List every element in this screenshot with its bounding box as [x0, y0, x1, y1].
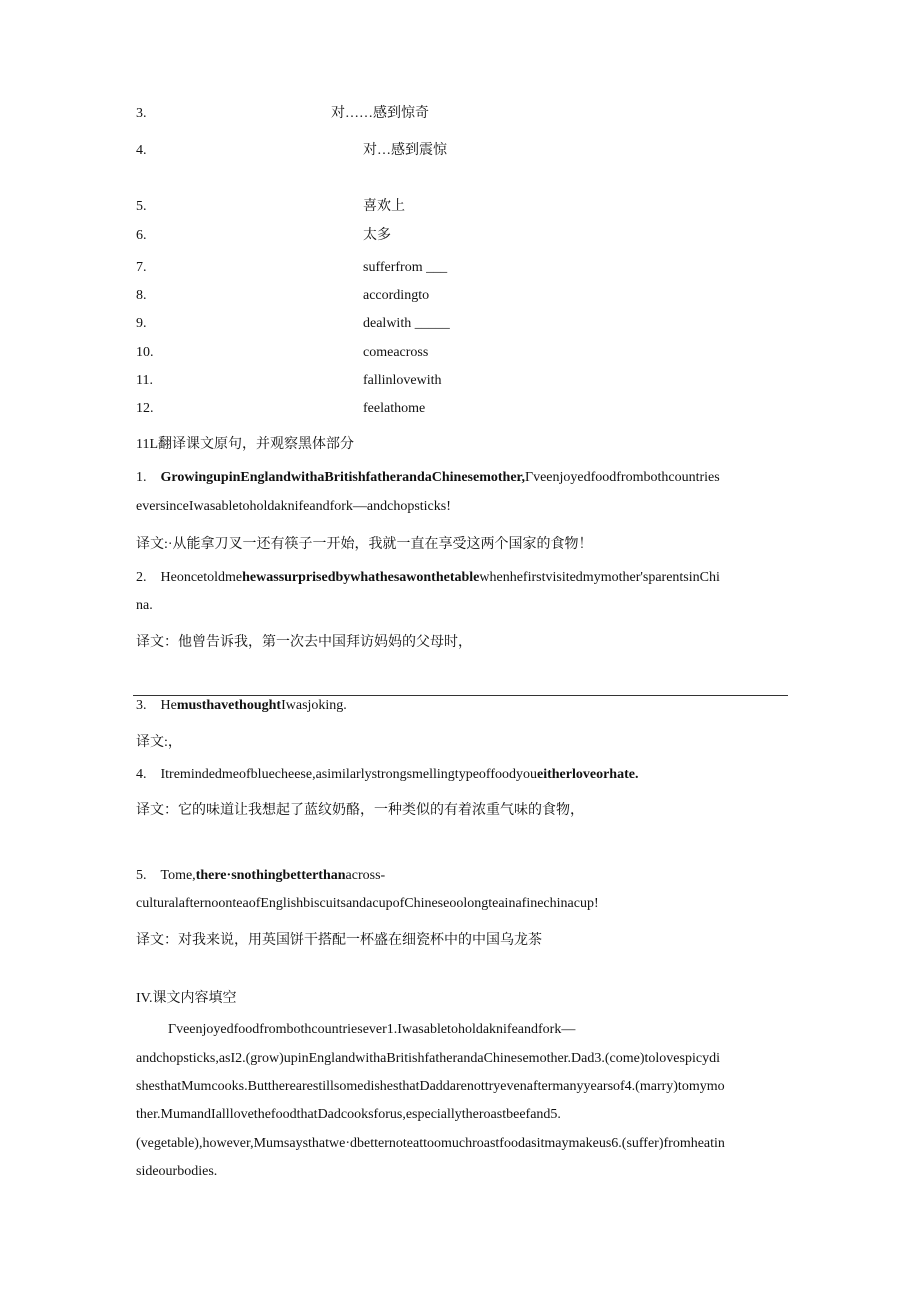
item-number: 12. [136, 401, 154, 416]
item-term: 喜欢上 [363, 199, 405, 214]
sentence-number: 1. [136, 470, 147, 485]
item-term: sufferfrom ___ [363, 260, 448, 275]
passage-line: Γveenjoyedfoodfrombothcountriesever1.Iwasabletoholdaknifeandfork— [168, 1022, 576, 1037]
sentence-number: 4. [136, 767, 147, 782]
translation: 译文：他曾告诉我，第一次去中国拜访妈妈的父母时， [136, 635, 472, 650]
bold-phrase: there·snothingbetterthan [195, 868, 346, 883]
passage-line: (vegetable),however,Mumsaysthatwe·dbetternoteattoomuchroastfoodasitmaymakeus6.(suffer)fromheatin [136, 1136, 725, 1151]
item-number: 8. [136, 288, 147, 303]
sentence-text: He [160, 698, 177, 713]
answer-line [133, 695, 788, 696]
sentence-text: Tome, [160, 868, 196, 883]
bold-phrase: GrowingupinEnglandwithaBritishfatherandaChinesemother, [160, 470, 525, 485]
sentence-text: whenhefirstvisitedmymother'sparentsinChi [479, 570, 720, 585]
sentence-text: eversinceIwasabletoholdaknifeandfork—andchopsticks! [136, 499, 451, 514]
bold-phrase: musthavethought [176, 698, 282, 713]
sentence-text: Iwasjoking. [281, 698, 347, 713]
passage-line: andchopsticks,asI2.(grow)upinEnglandwithaBritishfatherandaChinesemother.Dad3.(come)tolovespicydi [136, 1051, 720, 1066]
item-term: accordingto [363, 288, 430, 303]
item-number: 7. [136, 260, 147, 275]
item-number: 3. [136, 106, 147, 121]
item-term: dealwith _____ [363, 316, 450, 331]
sentence-text: Itremindedmeofbluecheese,asimilarlystrongsmellingtypeoffoodyou [160, 767, 537, 782]
section-heading: 11L翻译课文原句，并观察黑体部分 [136, 437, 355, 452]
item-number: 5. [136, 199, 147, 214]
translation: 译文：对我来说，用英国饼干搭配一杯盛在细瓷杯中的中国乌龙茶 [136, 933, 542, 948]
item-number: 4. [136, 143, 147, 158]
item-term: 对……感到惊奇 [331, 106, 429, 121]
item-term: 对…感到震惊 [363, 143, 447, 158]
sentence-number: 3. [136, 698, 147, 713]
sentence-text: na. [136, 598, 153, 613]
sentence-5 [136, 867, 385, 885]
sentence-4 [136, 766, 638, 784]
bold-phrase: eitherloveorhate. [536, 767, 639, 782]
sentence-text: across- [345, 868, 386, 883]
passage-line: ther.MumandIalllovethefoodthatDadcooksforus,especiallytheroastbeefand5. [136, 1107, 561, 1122]
item-term: comeacross [363, 345, 429, 360]
item-number: 10. [136, 345, 154, 360]
translation: 译文:， [136, 735, 182, 750]
sentence-text: culturalafternoonteaofEnglishbiscuitsandacupofChineseoolongteainafinechinacup! [136, 896, 599, 911]
item-number: 11. [136, 373, 153, 388]
passage-line: shesthatMumcooks.ButtherearestillsomedishesthatDaddarenottryevenaftermanyyearsof4.(marry)tomymo [136, 1079, 725, 1094]
translation: 译文：它的味道让我想起了蓝纹奶酪，一种类似的有着浓重气味的食物， [136, 803, 584, 818]
passage-line: sideourbodies. [136, 1164, 218, 1179]
item-term: 太多 [363, 228, 391, 243]
sentence-number: 2. [136, 570, 147, 585]
sentence-1 [136, 469, 720, 487]
sentence-text: Γveenjoyedfoodfrombothcountries [524, 470, 720, 485]
section-heading: IV.课文内容填空 [136, 991, 237, 1006]
sentence-number: 5. [136, 868, 147, 883]
bold-phrase: hewassurprisedbywhathesawonthetable [242, 570, 480, 585]
translation: 译文:·从能拿刀叉一还有筷子一开始，我就一直在享受这两个国家的食物！ [136, 537, 593, 552]
sentence-3 [136, 697, 347, 715]
sentence-text: Heoncetoldme [160, 570, 243, 585]
item-term: fallinlovewith [363, 373, 442, 388]
item-number: 6. [136, 228, 147, 243]
item-term: feelathome [363, 401, 426, 416]
item-number: 9. [136, 316, 147, 331]
sentence-2 [136, 569, 720, 587]
